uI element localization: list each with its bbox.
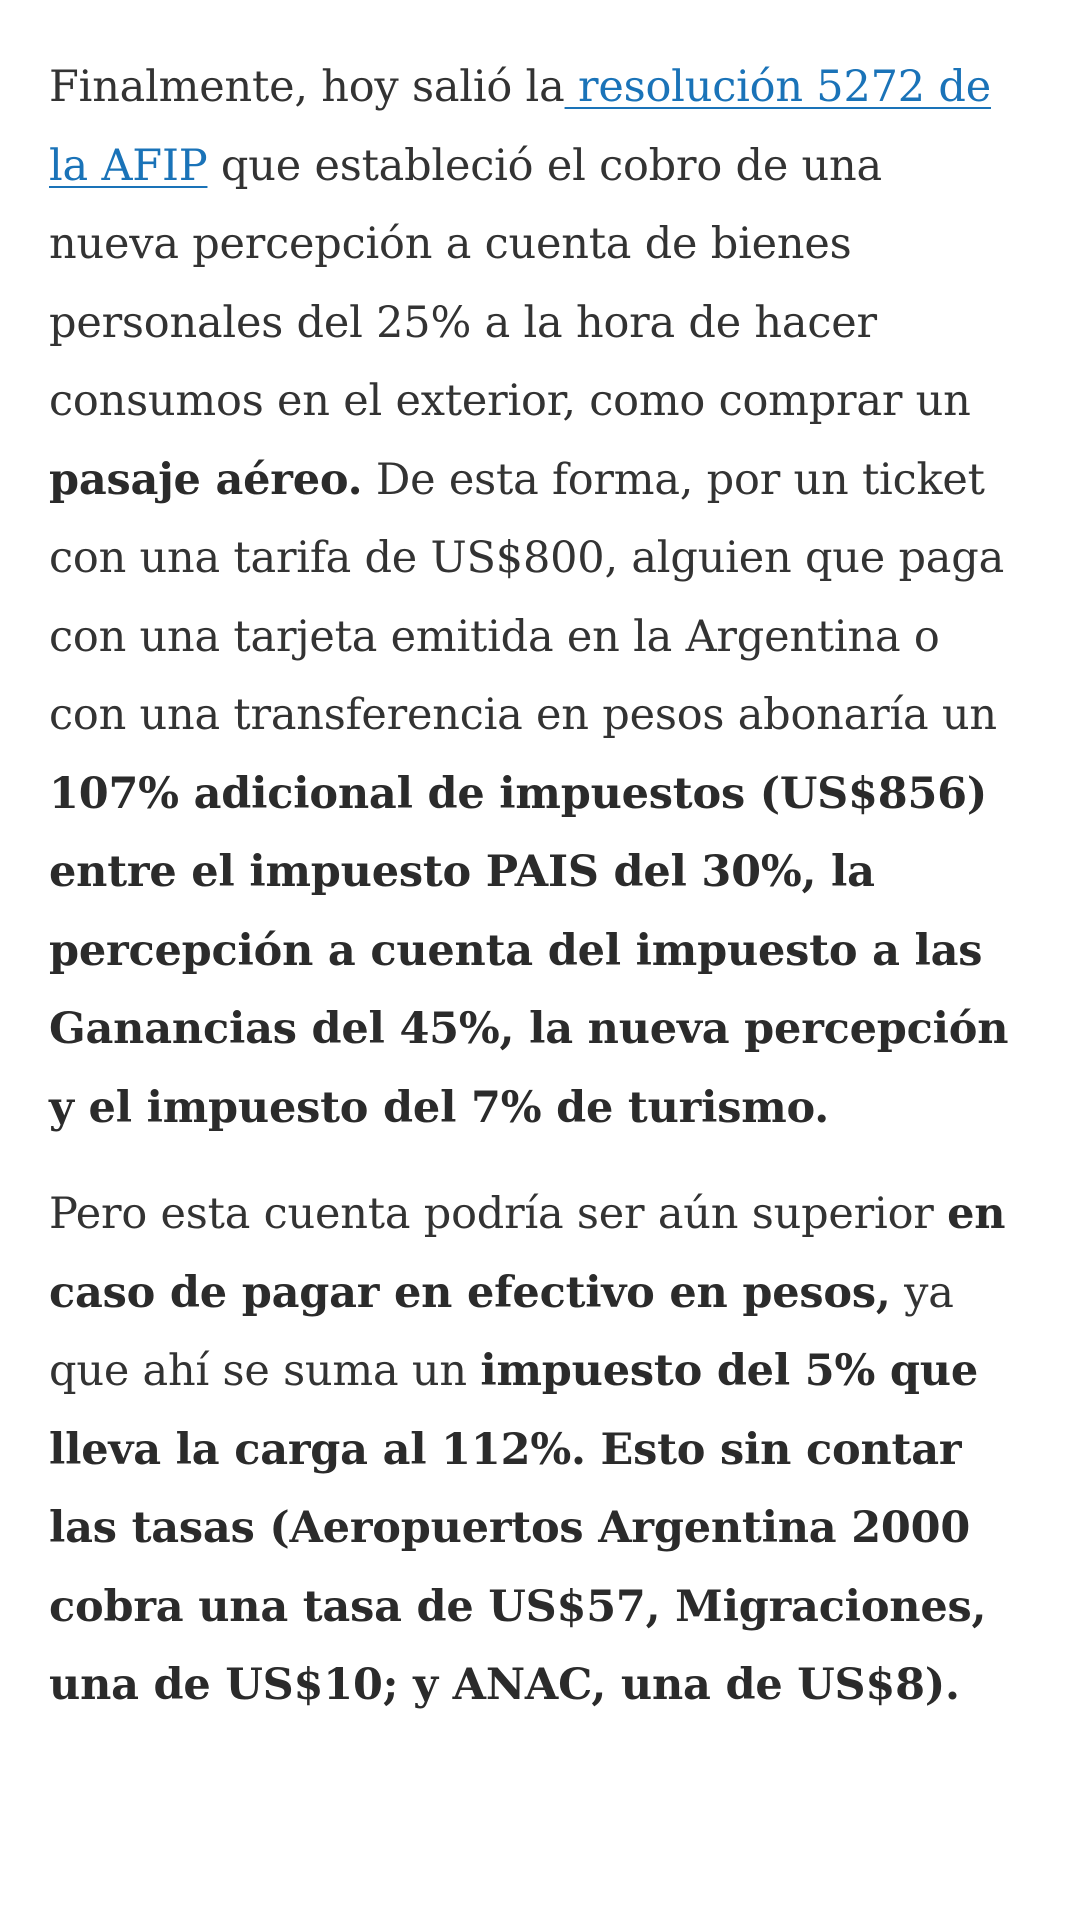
extra-tax-emphasis: impuesto del 5% que lleva la carga al 112%. Esto sin contar las tasas (Aeropuertos Argentina 2000 cobra una tasa de US$57, Migraciones, una de US$10; y ANAC, una de US$8). (49, 1346, 987, 1710)
paragraph-1-text: que estableció el cobro de una nueva percepción a cuenta de bienes personales del 25% a la hora de hacer consumos en el exterior, como comprar un (49, 140, 971, 426)
article-paragraph-1 (49, 48, 1022, 1147)
pasaje-aereo-emphasis: pasaje aéreo. (49, 454, 363, 505)
paragraph-2-intro: Pero esta cuenta podría ser aún superior (49, 1189, 948, 1239)
cash-payment-emphasis: en caso de pagar en efectivo en pesos, (49, 1189, 1006, 1318)
tax-breakdown-emphasis: 107% adicional de impuestos (US$856) entre el impuesto PAIS del 30%, la percepción a cuenta del impuesto a las Ganancias del 45%, la nueva percepción y el impuesto del 7% de turismo. (49, 768, 1009, 1133)
paragraph-2-middle: ya que ahí se suma un (49, 1267, 954, 1396)
paragraph-1-intro: Finalmente, hoy salió la (49, 62, 565, 112)
resolucion-5272-link[interactable]: resolución 5272 de la AFIP (49, 62, 991, 191)
article-paragraph-2 (49, 1175, 1022, 1725)
paragraph-1-middle: De esta forma, por un ticket con una tarifa de US$800, alguien que paga con una tarjeta emitida en la Argentina o con una transferencia en pesos abonaría un (49, 454, 1005, 740)
